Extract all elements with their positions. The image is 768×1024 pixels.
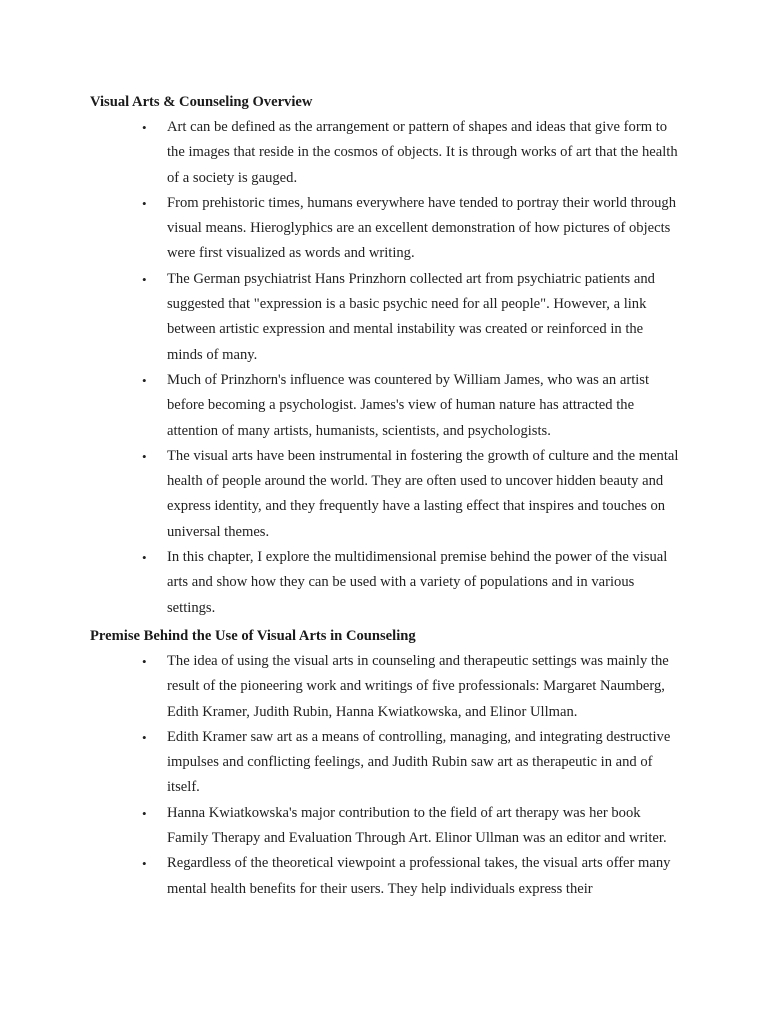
list-item bbox=[90, 649, 680, 725]
list-item-text: From prehistoric times, humans everywhere have tended to portray their world through visual means. Hieroglyphics are an excellent demonstration of how pictures of objects were first visualized as words and writing. bbox=[167, 194, 677, 262]
list-item bbox=[90, 368, 680, 444]
section-heading-overview: Visual Arts & Counseling Overview bbox=[90, 94, 313, 110]
bullet-list-overview bbox=[90, 115, 680, 621]
bullet-icon: • bbox=[142, 120, 147, 135]
bullet-icon: • bbox=[142, 372, 147, 388]
list-item-text: Much of Prinzhorn's influence was countered by William James, who was an artist before becoming a psychologist. James's view of human nature has attracted the attention of many artists, humanists, scientists, and psychologists. bbox=[167, 371, 650, 439]
bullet-icon: • bbox=[142, 271, 147, 287]
list-item bbox=[90, 801, 680, 852]
list-item bbox=[90, 851, 680, 902]
list-item bbox=[90, 267, 680, 368]
section-heading-premise: Premise Behind the Use of Visual Arts in Counseling bbox=[90, 627, 416, 644]
list-item-text: Hanna Kwiatkowska's major contribution to the field of art therapy was her book Family Therapy and Evaluation Through Art. Elinor Ullman was an editor and writer. bbox=[167, 804, 667, 847]
list-item-text: Art can be defined as the arrangement or pattern of shapes and ideas that give form to the images that reside in the cosmos of objects. It is through works of art that the health of a society is gauged. bbox=[167, 119, 678, 186]
list-item-text: In this chapter, I explore the multidimensional premise behind the power of the visual arts and show how they can be used with a variety of populations and in various settings. bbox=[167, 549, 668, 616]
document-content bbox=[90, 91, 680, 902]
bullet-icon: • bbox=[142, 448, 147, 464]
bullet-icon: • bbox=[142, 805, 147, 821]
bullet-icon: • bbox=[142, 653, 147, 669]
list-item bbox=[90, 725, 680, 801]
list-item bbox=[90, 545, 680, 621]
bullet-icon: • bbox=[142, 856, 147, 872]
list-item-text: The German psychiatrist Hans Prinzhorn collected art from psychiatric patients and suggested that "expression is a basic psychic need for all people". However, a link between artistic expression and mental instability was created or reinforced in the minds of many. bbox=[167, 270, 655, 363]
list-item-text: The idea of using the visual arts in counseling and therapeutic settings was mainly the result of the pioneering work and writings of five professionals: Margaret Naumberg, Edith Kramer, Judith Rubin, Hanna Kwiatkowska, and Elinor Ullman. bbox=[167, 652, 669, 720]
bullet-icon: • bbox=[142, 729, 147, 745]
list-item bbox=[90, 191, 680, 267]
bullet-icon: • bbox=[142, 550, 147, 566]
list-item bbox=[90, 444, 680, 545]
list-item-text: Regardless of the theoretical viewpoint a professional takes, the visual arts offer many mental health benefits for their users. They help individuals express their bbox=[167, 855, 671, 897]
bullet-icon: • bbox=[142, 195, 147, 211]
list-item-text: Edith Kramer saw art as a means of controlling, managing, and integrating destructive impulses and conflicting feelings, and Judith Rubin saw art as therapeutic in and of itself. bbox=[167, 728, 671, 796]
list-item bbox=[90, 115, 680, 191]
list-item-text: The visual arts have been instrumental in fostering the growth of culture and the mental health of people around the world. They are often used to uncover hidden beauty and express identity, and they frequently have a lasting effect that inspires and touches on universal themes. bbox=[167, 447, 679, 540]
bullet-list-premise bbox=[90, 649, 680, 902]
